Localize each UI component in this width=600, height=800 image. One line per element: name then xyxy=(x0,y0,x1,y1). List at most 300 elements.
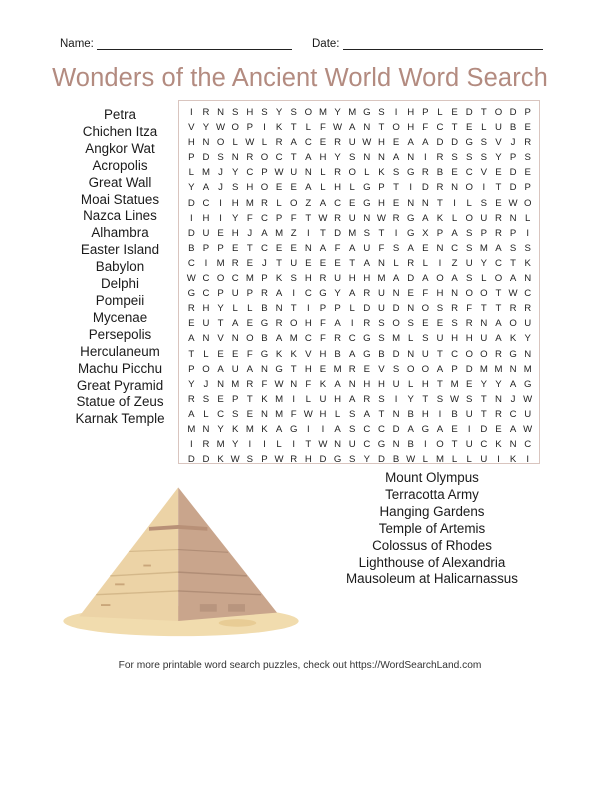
grid-cell[interactable]: O xyxy=(289,197,298,209)
grid-cell[interactable]: B xyxy=(407,439,414,451)
grid-cell[interactable]: B xyxy=(261,333,268,345)
grid-cell[interactable]: J xyxy=(510,137,516,149)
grid-cell[interactable]: H xyxy=(436,288,444,300)
grid-cell[interactable]: I xyxy=(423,439,427,451)
grid-cell[interactable]: Y xyxy=(334,152,341,164)
grid-cell[interactable]: R xyxy=(407,257,415,269)
grid-cell[interactable]: E xyxy=(451,423,458,435)
grid-cell[interactable]: H xyxy=(304,454,312,466)
grid-cell[interactable]: H xyxy=(421,378,429,390)
grid-cell[interactable]: A xyxy=(334,423,341,435)
grid-cell[interactable]: E xyxy=(319,137,327,149)
grid-cell[interactable]: A xyxy=(348,242,356,254)
grid-cell[interactable]: T xyxy=(290,363,297,375)
grid-cell[interactable]: H xyxy=(363,273,371,285)
grid-cell[interactable]: D xyxy=(421,182,429,194)
grid-cell[interactable]: C xyxy=(524,439,532,451)
grid-cell[interactable]: N xyxy=(304,167,312,179)
grid-cell[interactable]: J xyxy=(203,378,209,390)
grid-cell[interactable]: W xyxy=(245,137,255,149)
grid-cell[interactable]: T xyxy=(290,152,297,164)
grid-cell[interactable]: R xyxy=(202,439,210,451)
grid-cell[interactable]: V xyxy=(305,348,312,360)
grid-cell[interactable]: T xyxy=(320,227,326,239)
grid-cell[interactable]: O xyxy=(436,273,444,285)
grid-cell[interactable]: L xyxy=(451,212,458,224)
grid-cell[interactable]: R xyxy=(246,152,254,164)
grid-cell[interactable]: N xyxy=(451,288,459,300)
grid-cell[interactable]: F xyxy=(334,242,341,254)
grid-cell[interactable]: S xyxy=(465,273,473,285)
grid-cell[interactable]: U xyxy=(377,288,385,300)
grid-cell[interactable]: N xyxy=(436,242,444,254)
grid-cell[interactable]: L xyxy=(349,303,355,315)
grid-cell[interactable]: D xyxy=(187,197,195,209)
grid-cell[interactable]: L xyxy=(305,122,311,134)
grid-cell[interactable]: O xyxy=(509,318,517,330)
grid-cell[interactable]: K xyxy=(436,212,444,224)
grid-cell[interactable]: A xyxy=(363,257,371,269)
grid-cell[interactable]: O xyxy=(436,439,444,451)
grid-cell[interactable]: F xyxy=(305,378,312,390)
grid-cell[interactable]: T xyxy=(246,242,253,254)
grid-cell[interactable]: F xyxy=(246,348,253,360)
grid-cell[interactable]: P xyxy=(524,107,531,118)
grid-cell[interactable]: O xyxy=(289,318,298,330)
grid-cell[interactable]: O xyxy=(465,288,473,300)
grid-cell[interactable]: I xyxy=(263,439,266,451)
grid-cell[interactable]: W xyxy=(274,378,284,390)
grid-cell[interactable]: H xyxy=(421,408,429,420)
grid-cell[interactable]: A xyxy=(436,363,444,375)
grid-cell[interactable]: I xyxy=(467,423,471,435)
grid-cell[interactable]: H xyxy=(319,348,327,360)
grid-cell[interactable]: S xyxy=(480,197,488,209)
grid-cell[interactable]: S xyxy=(465,393,473,405)
grid-cell[interactable]: U xyxy=(348,439,356,451)
grid-cell[interactable]: L xyxy=(232,137,238,149)
grid-cell[interactable]: R xyxy=(436,152,444,164)
grid-cell[interactable]: H xyxy=(202,212,210,224)
grid-cell[interactable]: E xyxy=(290,182,297,194)
grid-cell[interactable]: M xyxy=(479,363,488,375)
grid-cell[interactable]: I xyxy=(409,182,413,194)
grid-cell[interactable]: H xyxy=(465,333,473,345)
grid-cell[interactable]: T xyxy=(451,439,458,451)
grid-cell[interactable]: Y xyxy=(231,167,239,179)
grid-cell[interactable]: O xyxy=(406,363,415,375)
grid-cell[interactable]: F xyxy=(246,212,253,224)
grid-cell[interactable]: E xyxy=(334,257,341,269)
grid-cell[interactable]: H xyxy=(407,107,415,118)
grid-cell[interactable]: C xyxy=(304,137,312,149)
grid-cell[interactable]: P xyxy=(246,288,254,300)
grid-cell[interactable]: U xyxy=(392,378,400,390)
grid-cell[interactable]: W xyxy=(274,454,284,466)
grid-cell[interactable]: A xyxy=(305,182,312,194)
grid-cell[interactable]: C xyxy=(451,348,459,360)
grid-cell[interactable]: D xyxy=(377,454,385,466)
grid-cell[interactable]: R xyxy=(348,363,356,375)
grid-cell[interactable]: E xyxy=(392,137,400,149)
grid-cell[interactable]: C xyxy=(202,197,210,209)
grid-cell[interactable]: R xyxy=(494,212,502,224)
grid-cell[interactable]: U xyxy=(377,303,385,315)
grid-cell[interactable]: D xyxy=(202,152,210,164)
grid-cell[interactable]: I xyxy=(350,318,354,330)
grid-cell[interactable]: M xyxy=(187,423,196,435)
grid-cell[interactable]: Y xyxy=(334,107,341,118)
grid-cell[interactable]: D xyxy=(436,137,444,149)
grid-cell[interactable]: C xyxy=(377,423,385,435)
grid-cell[interactable]: T xyxy=(422,393,429,405)
grid-cell[interactable]: L xyxy=(393,257,399,269)
grid-cell[interactable]: T xyxy=(495,303,502,315)
grid-cell[interactable]: Y xyxy=(275,107,283,118)
grid-cell[interactable]: E xyxy=(246,257,254,269)
grid-cell[interactable]: M xyxy=(275,227,284,239)
grid-cell[interactable]: H xyxy=(231,227,239,239)
grid-cell[interactable]: B xyxy=(451,408,458,420)
grid-cell[interactable]: R xyxy=(246,378,254,390)
grid-cell[interactable]: U xyxy=(480,333,488,345)
grid-cell[interactable]: E xyxy=(305,257,312,269)
grid-cell[interactable]: N xyxy=(392,408,400,420)
grid-cell[interactable]: P xyxy=(261,273,268,285)
grid-cell[interactable]: M xyxy=(435,454,444,466)
grid-cell[interactable]: E xyxy=(348,197,356,209)
grid-cell[interactable]: H xyxy=(304,363,312,375)
grid-cell[interactable]: D xyxy=(392,423,400,435)
grid-cell[interactable]: C xyxy=(260,242,268,254)
grid-cell[interactable]: Y xyxy=(231,212,239,224)
grid-cell[interactable]: H xyxy=(231,197,239,209)
grid-cell[interactable]: T xyxy=(437,378,443,390)
grid-cell[interactable]: S xyxy=(392,363,400,375)
grid-cell[interactable]: N xyxy=(363,122,371,134)
grid-cell[interactable]: N xyxy=(348,378,356,390)
grid-cell[interactable]: T xyxy=(510,257,516,269)
grid-cell[interactable]: R xyxy=(275,318,283,330)
grid-cell[interactable]: V xyxy=(378,363,385,375)
grid-cell[interactable]: I xyxy=(248,439,252,451)
grid-cell[interactable]: T xyxy=(480,107,487,118)
grid-cell[interactable]: G xyxy=(509,348,517,360)
grid-cell[interactable]: F xyxy=(320,122,326,134)
grid-cell[interactable]: Y xyxy=(480,378,488,390)
grid-cell[interactable]: V xyxy=(217,333,224,345)
grid-cell[interactable]: B xyxy=(261,303,268,315)
grid-cell[interactable]: E xyxy=(495,167,502,179)
grid-cell[interactable]: R xyxy=(451,303,459,315)
name-field[interactable] xyxy=(60,38,292,50)
grid-cell[interactable]: P xyxy=(231,393,239,405)
grid-cell[interactable]: O xyxy=(392,318,400,330)
grid-cell[interactable]: T xyxy=(393,182,399,194)
grid-cell[interactable]: F xyxy=(261,378,268,390)
grid-cell[interactable]: E xyxy=(436,318,444,330)
grid-cell[interactable]: E xyxy=(422,318,429,330)
grid-cell[interactable]: D xyxy=(392,348,400,360)
grid-cell[interactable]: G xyxy=(421,423,430,435)
grid-cell[interactable]: S xyxy=(407,318,414,330)
grid-cell[interactable]: A xyxy=(275,333,283,345)
grid-cell[interactable]: N xyxy=(304,242,312,254)
grid-cell[interactable]: S xyxy=(246,454,254,466)
grid-cell[interactable]: B xyxy=(407,408,414,420)
grid-cell[interactable]: A xyxy=(202,182,210,194)
grid-cell[interactable]: O xyxy=(465,212,473,224)
grid-cell[interactable]: L xyxy=(422,454,428,466)
grid-cell[interactable]: R xyxy=(290,454,298,466)
grid-cell[interactable]: O xyxy=(260,182,269,194)
grid-cell[interactable]: V xyxy=(480,167,488,179)
grid-cell[interactable]: O xyxy=(202,363,210,375)
grid-cell[interactable]: M xyxy=(275,393,284,405)
grid-cell[interactable]: W xyxy=(318,212,328,224)
grid-cell[interactable]: P xyxy=(509,152,517,164)
grid-cell[interactable]: K xyxy=(319,378,327,390)
grid-cell[interactable]: M xyxy=(318,107,327,118)
grid-cell[interactable]: U xyxy=(494,122,502,134)
grid-cell[interactable]: U xyxy=(465,439,473,451)
grid-cell[interactable]: N xyxy=(202,137,210,149)
grid-cell[interactable]: C xyxy=(304,288,312,300)
grid-cell[interactable]: K xyxy=(378,167,385,179)
grid-cell[interactable]: J xyxy=(247,227,253,239)
grid-cell[interactable]: E xyxy=(188,318,195,330)
grid-cell[interactable]: C xyxy=(275,152,283,164)
grid-cell[interactable]: M xyxy=(245,423,254,435)
grid-cell[interactable]: H xyxy=(377,137,385,149)
grid-cell[interactable]: M xyxy=(523,363,532,375)
grid-cell[interactable]: W xyxy=(186,273,196,285)
grid-cell[interactable]: K xyxy=(261,423,268,435)
grid-cell[interactable]: Y xyxy=(495,378,502,390)
grid-cell[interactable]: L xyxy=(320,167,326,179)
grid-cell[interactable]: W xyxy=(333,122,343,134)
grid-cell[interactable]: C xyxy=(363,439,371,451)
grid-cell[interactable]: R xyxy=(334,167,342,179)
grid-cell[interactable]: H xyxy=(377,378,385,390)
grid-cell[interactable]: D xyxy=(509,107,517,118)
grid-cell[interactable]: Y xyxy=(495,152,502,164)
grid-cell[interactable]: U xyxy=(524,318,532,330)
grid-cell[interactable]: I xyxy=(526,227,530,239)
grid-cell[interactable]: L xyxy=(232,303,238,315)
grid-cell[interactable]: I xyxy=(306,303,310,315)
grid-cell[interactable]: W xyxy=(508,197,518,209)
grid-cell[interactable]: J xyxy=(262,257,267,269)
grid-cell[interactable]: R xyxy=(392,212,400,224)
grid-cell[interactable]: H xyxy=(246,182,254,194)
grid-cell[interactable]: G xyxy=(406,212,415,224)
grid-cell[interactable]: E xyxy=(275,242,283,254)
grid-cell[interactable]: S xyxy=(378,393,385,405)
grid-cell[interactable]: N xyxy=(202,333,210,345)
grid-cell[interactable]: R xyxy=(363,288,371,300)
grid-cell[interactable]: C xyxy=(465,167,473,179)
grid-cell[interactable]: K xyxy=(509,333,517,345)
grid-cell[interactable]: R xyxy=(494,408,502,420)
grid-cell[interactable]: R xyxy=(524,303,532,315)
grid-cell[interactable]: P xyxy=(524,182,531,194)
grid-cell[interactable]: C xyxy=(217,408,225,420)
grid-cell[interactable]: U xyxy=(421,348,429,360)
grid-cell[interactable]: M xyxy=(201,167,210,179)
grid-cell[interactable]: S xyxy=(363,227,371,239)
grid-cell[interactable]: N xyxy=(260,363,268,375)
grid-cell[interactable]: T xyxy=(305,212,312,224)
grid-cell[interactable]: H xyxy=(334,182,342,194)
grid-cell[interactable]: L xyxy=(261,137,268,149)
grid-cell[interactable]: Y xyxy=(363,454,371,466)
grid-cell[interactable]: L xyxy=(525,212,531,224)
grid-cell[interactable]: W xyxy=(508,288,518,300)
grid-cell[interactable]: M xyxy=(245,273,254,285)
grid-cell[interactable]: T xyxy=(437,348,443,360)
grid-cell[interactable]: E xyxy=(217,348,224,360)
grid-cell[interactable]: K xyxy=(217,454,224,466)
grid-cell[interactable]: A xyxy=(407,242,414,254)
grid-cell[interactable]: E xyxy=(465,122,473,134)
date-line[interactable] xyxy=(343,38,543,50)
grid-cell[interactable]: K xyxy=(509,454,517,466)
grid-cell[interactable]: L xyxy=(451,454,458,466)
grid-cell[interactable]: A xyxy=(509,423,517,435)
grid-cell[interactable]: B xyxy=(378,348,385,360)
grid-cell[interactable]: U xyxy=(202,318,210,330)
name-line[interactable] xyxy=(97,38,292,50)
grid-cell[interactable]: H xyxy=(377,197,385,209)
grid-cell[interactable]: G xyxy=(289,423,298,435)
grid-cell[interactable]: B xyxy=(334,348,341,360)
grid-cell[interactable]: C xyxy=(334,197,342,209)
grid-cell[interactable]: I xyxy=(204,257,208,269)
grid-cell[interactable]: O xyxy=(392,122,400,134)
grid-cell[interactable]: R xyxy=(436,182,444,194)
grid-cell[interactable]: A xyxy=(217,363,224,375)
grid-cell[interactable]: N xyxy=(290,378,298,390)
grid-cell[interactable]: P xyxy=(217,288,224,300)
grid-cell[interactable]: S xyxy=(261,107,268,118)
grid-cell[interactable]: T xyxy=(378,122,385,134)
grid-cell[interactable]: N xyxy=(494,393,502,405)
grid-cell[interactable]: W xyxy=(523,393,533,405)
grid-cell[interactable]: W xyxy=(450,393,460,405)
grid-cell[interactable]: A xyxy=(188,333,195,345)
grid-cell[interactable]: Y xyxy=(188,378,195,390)
grid-cell[interactable]: C xyxy=(202,288,210,300)
grid-cell[interactable]: K xyxy=(290,348,297,360)
grid-cell[interactable]: P xyxy=(188,363,195,375)
grid-cell[interactable]: R xyxy=(202,107,210,118)
grid-cell[interactable]: C xyxy=(480,439,488,451)
grid-cell[interactable]: L xyxy=(466,197,472,209)
grid-cell[interactable]: Y xyxy=(217,423,224,435)
grid-cell[interactable]: M xyxy=(231,378,240,390)
grid-cell[interactable]: H xyxy=(348,273,356,285)
grid-cell[interactable]: D xyxy=(509,167,517,179)
grid-cell[interactable]: A xyxy=(495,242,502,254)
grid-cell[interactable]: C xyxy=(524,288,532,300)
grid-cell[interactable]: T xyxy=(305,439,312,451)
grid-cell[interactable]: E xyxy=(275,182,283,194)
grid-cell[interactable]: I xyxy=(219,212,222,224)
grid-cell[interactable]: G xyxy=(363,197,371,209)
grid-cell[interactable]: R xyxy=(465,318,473,330)
grid-cell[interactable]: P xyxy=(188,152,195,164)
grid-cell[interactable]: A xyxy=(246,363,254,375)
grid-cell[interactable]: W xyxy=(274,167,284,179)
grid-cell[interactable]: K xyxy=(261,393,268,405)
grid-cell[interactable]: C xyxy=(451,242,459,254)
grid-cell[interactable]: L xyxy=(408,333,414,345)
grid-cell[interactable]: P xyxy=(451,363,458,375)
grid-cell[interactable]: A xyxy=(275,288,283,300)
grid-cell[interactable]: A xyxy=(319,242,327,254)
grid-cell[interactable]: S xyxy=(392,242,400,254)
grid-cell[interactable]: S xyxy=(480,152,488,164)
grid-cell[interactable]: A xyxy=(451,227,458,239)
grid-cell[interactable]: U xyxy=(465,257,473,269)
grid-cell[interactable]: I xyxy=(482,182,486,194)
grid-cell[interactable]: T xyxy=(480,393,487,405)
grid-cell[interactable]: S xyxy=(509,242,517,254)
grid-cell[interactable]: L xyxy=(203,348,209,360)
grid-cell[interactable]: A xyxy=(392,152,400,164)
grid-cell[interactable]: G xyxy=(275,363,283,375)
grid-cell[interactable]: Y xyxy=(334,288,341,300)
grid-cell[interactable]: U xyxy=(231,288,239,300)
grid-cell[interactable]: N xyxy=(275,303,283,315)
grid-cell[interactable]: T xyxy=(480,408,487,420)
grid-cell[interactable]: U xyxy=(436,333,444,345)
grid-cell[interactable]: R xyxy=(275,137,283,149)
grid-cell[interactable]: N xyxy=(407,348,415,360)
grid-cell[interactable]: A xyxy=(509,378,517,390)
grid-cell[interactable]: A xyxy=(348,288,356,300)
grid-cell[interactable]: E xyxy=(451,107,458,118)
grid-cell[interactable]: E xyxy=(495,423,502,435)
grid-cell[interactable]: N xyxy=(524,273,532,285)
grid-cell[interactable]: L xyxy=(305,393,311,405)
grid-cell[interactable]: R xyxy=(509,303,517,315)
grid-cell[interactable]: Y xyxy=(217,303,224,315)
grid-cell[interactable]: O xyxy=(494,107,503,118)
grid-cell[interactable]: N xyxy=(509,439,517,451)
grid-cell[interactable]: C xyxy=(202,273,210,285)
grid-cell[interactable]: A xyxy=(363,408,371,420)
grid-cell[interactable]: N xyxy=(217,107,225,118)
grid-cell[interactable]: G xyxy=(260,348,269,360)
grid-cell[interactable]: N xyxy=(407,303,415,315)
grid-cell[interactable]: C xyxy=(187,257,195,269)
grid-cell[interactable]: T xyxy=(217,318,224,330)
grid-cell[interactable]: A xyxy=(495,318,502,330)
grid-cell[interactable]: N xyxy=(392,439,400,451)
grid-cell[interactable]: D xyxy=(202,454,210,466)
grid-cell[interactable]: D xyxy=(187,227,195,239)
grid-cell[interactable]: U xyxy=(290,167,298,179)
grid-cell[interactable]: C xyxy=(509,408,517,420)
grid-cell[interactable]: D xyxy=(407,273,415,285)
grid-cell[interactable]: H xyxy=(187,137,195,149)
grid-cell[interactable]: W xyxy=(230,454,240,466)
grid-cell[interactable]: Z xyxy=(290,227,297,239)
grid-cell[interactable]: I xyxy=(497,454,500,466)
grid-cell[interactable]: T xyxy=(480,303,487,315)
